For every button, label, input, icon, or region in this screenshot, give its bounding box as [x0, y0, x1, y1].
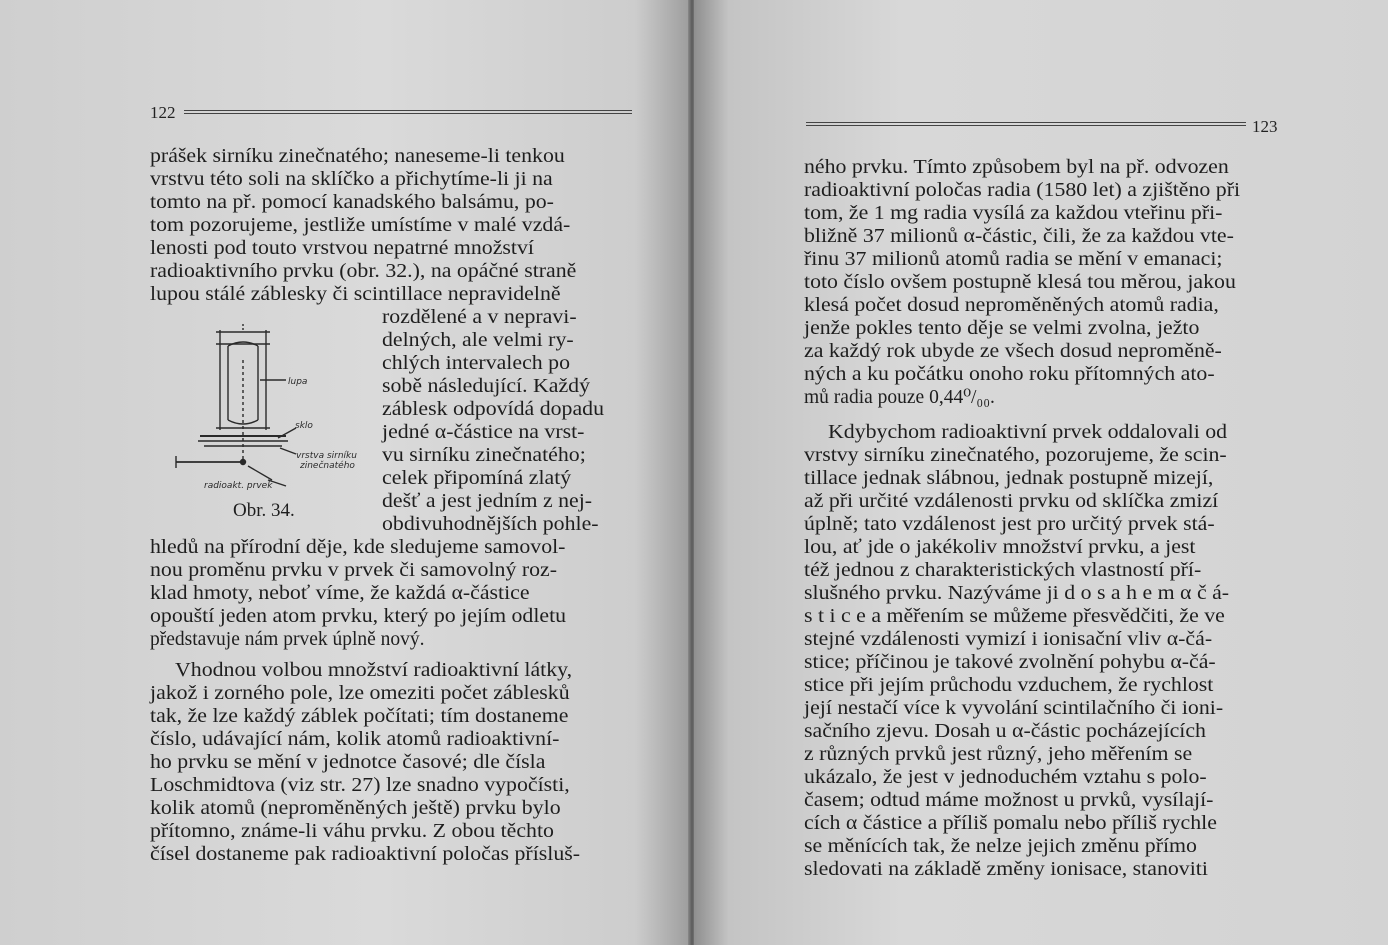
text-line: prášek sirníku zinečnatého; naneseme-li tenkou [150, 146, 565, 167]
text-line: klad hmoty, neboť víme, že každá α-částice [150, 583, 530, 604]
text-line: úplně; tato vzdálenost jest pro určitý prvek stá- [804, 514, 1215, 535]
text-line: radioaktivní poločas radia (1580 let) a zjištěno při [804, 180, 1241, 201]
text-line: za každý rok ubyde ze všech dosud neproměně- [804, 341, 1222, 362]
text-line: hledů na přírodní děje, kde sledujeme samovol- [150, 537, 566, 558]
page-number-right: 123 [1252, 117, 1278, 136]
text-line: dešť a jest jedním z nej- [382, 491, 593, 512]
text-line: klesá počet dosud neproměněných atomů radia, [804, 295, 1219, 316]
text-line: tak, že lze každý záblek počítati; tím dostaneme [150, 706, 569, 727]
text-line: nou proměnu prvku v prvek či samovolný roz- [150, 560, 557, 581]
text-line: opouští jeden atom prvku, který po jejím odletu [150, 606, 567, 627]
figure-34 [168, 320, 373, 525]
text-line: z různých prvků jest různý, jeho měřením se [804, 744, 1193, 765]
text-line: chlých intervalech po [382, 353, 571, 374]
text-line: stejné vzdálenosti vymizí i ionisační vliv α-čá- [804, 629, 1213, 650]
header-rule-left [184, 110, 632, 114]
text-line: její nestačí více k vyvolání scintilačního či ioni- [804, 698, 1224, 719]
right-page [694, 0, 1388, 945]
header-rule-right [806, 122, 1246, 126]
text-line: radioaktivního prvku (obr. 32.), na opáčné straně [150, 261, 577, 282]
scintillation-apparatus-diagram [168, 320, 373, 505]
text-line: ukázalo, že jest v jednoduchém vztahu s polo- [804, 767, 1207, 788]
text-line: s t i c e a měřením se můžeme přesvědčiti, že ve [804, 606, 1225, 627]
text-line: jedné α-částice na vrst- [382, 422, 585, 443]
text-line: tomto na př. pomocí kanadského balsámu, po- [150, 192, 554, 213]
text-line: mů radia pouze 0,44⁰/₀₀. [804, 387, 995, 408]
text-line: bližně 37 milionů α-částic, čili, že za každou vte- [804, 226, 1234, 247]
text-line: Vhodnou volbou množství radioaktivní látky, [175, 660, 573, 681]
text-line: slušného prvku. Nazýváme ji d o s a h e m α č á- [804, 583, 1230, 604]
text-line: sledovati na základě změny ionisace, stanoviti [804, 859, 1208, 880]
text-line: tillace jednak slábnou, jednak postupně mizejí, [804, 468, 1214, 489]
text-line: sobě následující. Každý [382, 376, 591, 397]
text-line: lupou stálé záblesky či scintillace nepravidelně [150, 284, 561, 305]
text-line: vrstvu této soli na sklíčko a přichytíme-li ji na [150, 169, 553, 190]
text-line: jakož i zorného pole, lze omeziti počet záblesků [150, 683, 570, 704]
text-line: ného prvku. Tímto způsobem byl na př. odvozen [804, 157, 1229, 178]
text-line: delných, ale velmi ry- [382, 330, 574, 351]
text-line: též jednou z charakteristických vlastností pří- [804, 560, 1202, 581]
text-line: tom pozorujeme, jestliže umístíme v malé vzdá- [150, 215, 571, 236]
text-line: řinu 37 milionů atomů radia se mění v emanaci; [804, 249, 1223, 270]
figure-caption: Obr. 34. [233, 500, 295, 521]
text-line: celek připomíná zlatý [382, 468, 572, 489]
text-line: sačního zjevu. Dosah u α-částic pocházejících [804, 721, 1206, 742]
text-line: stice; příčinou je takové zvolnění pohybu α-čá- [804, 652, 1216, 673]
left-page [0, 0, 690, 945]
label-vrstva-1: vrstva sirníku [296, 451, 357, 461]
text-line: rozdělené a v nepravi- [382, 307, 577, 328]
text-line: kolik atomů (neproměněných ještě) prvku bylo [150, 798, 561, 819]
text-line: stice při jejím průchodu vzduchem, že rychlost [804, 675, 1214, 696]
text-line: záblesk odpovídá dopadu [382, 399, 604, 420]
text-line: číslo, udávající nám, kolik atomů radioaktivní- [150, 729, 560, 750]
text-line: jenže pokles tento děje se velmi zvolna, ježto [804, 318, 1200, 339]
text-line: vrstvy sirníku zinečnatého, pozorujeme, že scin- [804, 445, 1227, 466]
text-line: tom, že 1 mg radia vysílá za každou vteřinu při- [804, 203, 1223, 224]
text-line: obdivuhodnějších pohle- [382, 514, 599, 535]
text-line: přítomno, známe-li váhu prvku. Z obou těchto [150, 821, 554, 842]
text-line: lou, ať jde o jakékoliv množství prvku, a jest [804, 537, 1196, 558]
text-line: časem; odtud máme možnost u prvků, vysílají- [804, 790, 1214, 811]
label-lupa: lupa [288, 377, 308, 387]
text-line: cích α částice a příliš pomalu nebo příliš rychle [804, 813, 1217, 834]
page-number-left: 122 [150, 103, 176, 122]
label-sklo: sklo [295, 421, 313, 431]
text-line: vu sirníku zinečnatého; [382, 445, 586, 466]
text-line: se měnících tak, že nelze jejich změnu přímo [804, 836, 1197, 857]
text-line: lenosti pod touto vrstvou nepatrné množství [150, 238, 534, 259]
text-line: představuje nám prvek úplně nový. [150, 629, 425, 650]
text-line: ných a ku počátku onoho roku přítomných ato- [804, 364, 1215, 385]
text-line: čísel dostaneme pak radioaktivní poločas přísluš- [150, 844, 581, 865]
text-line: toto číslo ovšem postupně klesá tou měrou, jakou [804, 272, 1236, 293]
text-line: Loschmidtova (viz str. 27) lze snadno vypočísti, [150, 775, 570, 796]
label-prvek: radioakt. prvek [204, 481, 273, 491]
text-line: až při určité vzdálenosti prvku od sklíčka zmizí [804, 491, 1219, 512]
label-vrstva-2: zinečnatého [300, 461, 355, 471]
text-line: Kdybychom radioaktivní prvek oddalovali od [828, 422, 1228, 443]
text-line: ho prvku se mění v jednotce časové; dle čísla [150, 752, 546, 773]
